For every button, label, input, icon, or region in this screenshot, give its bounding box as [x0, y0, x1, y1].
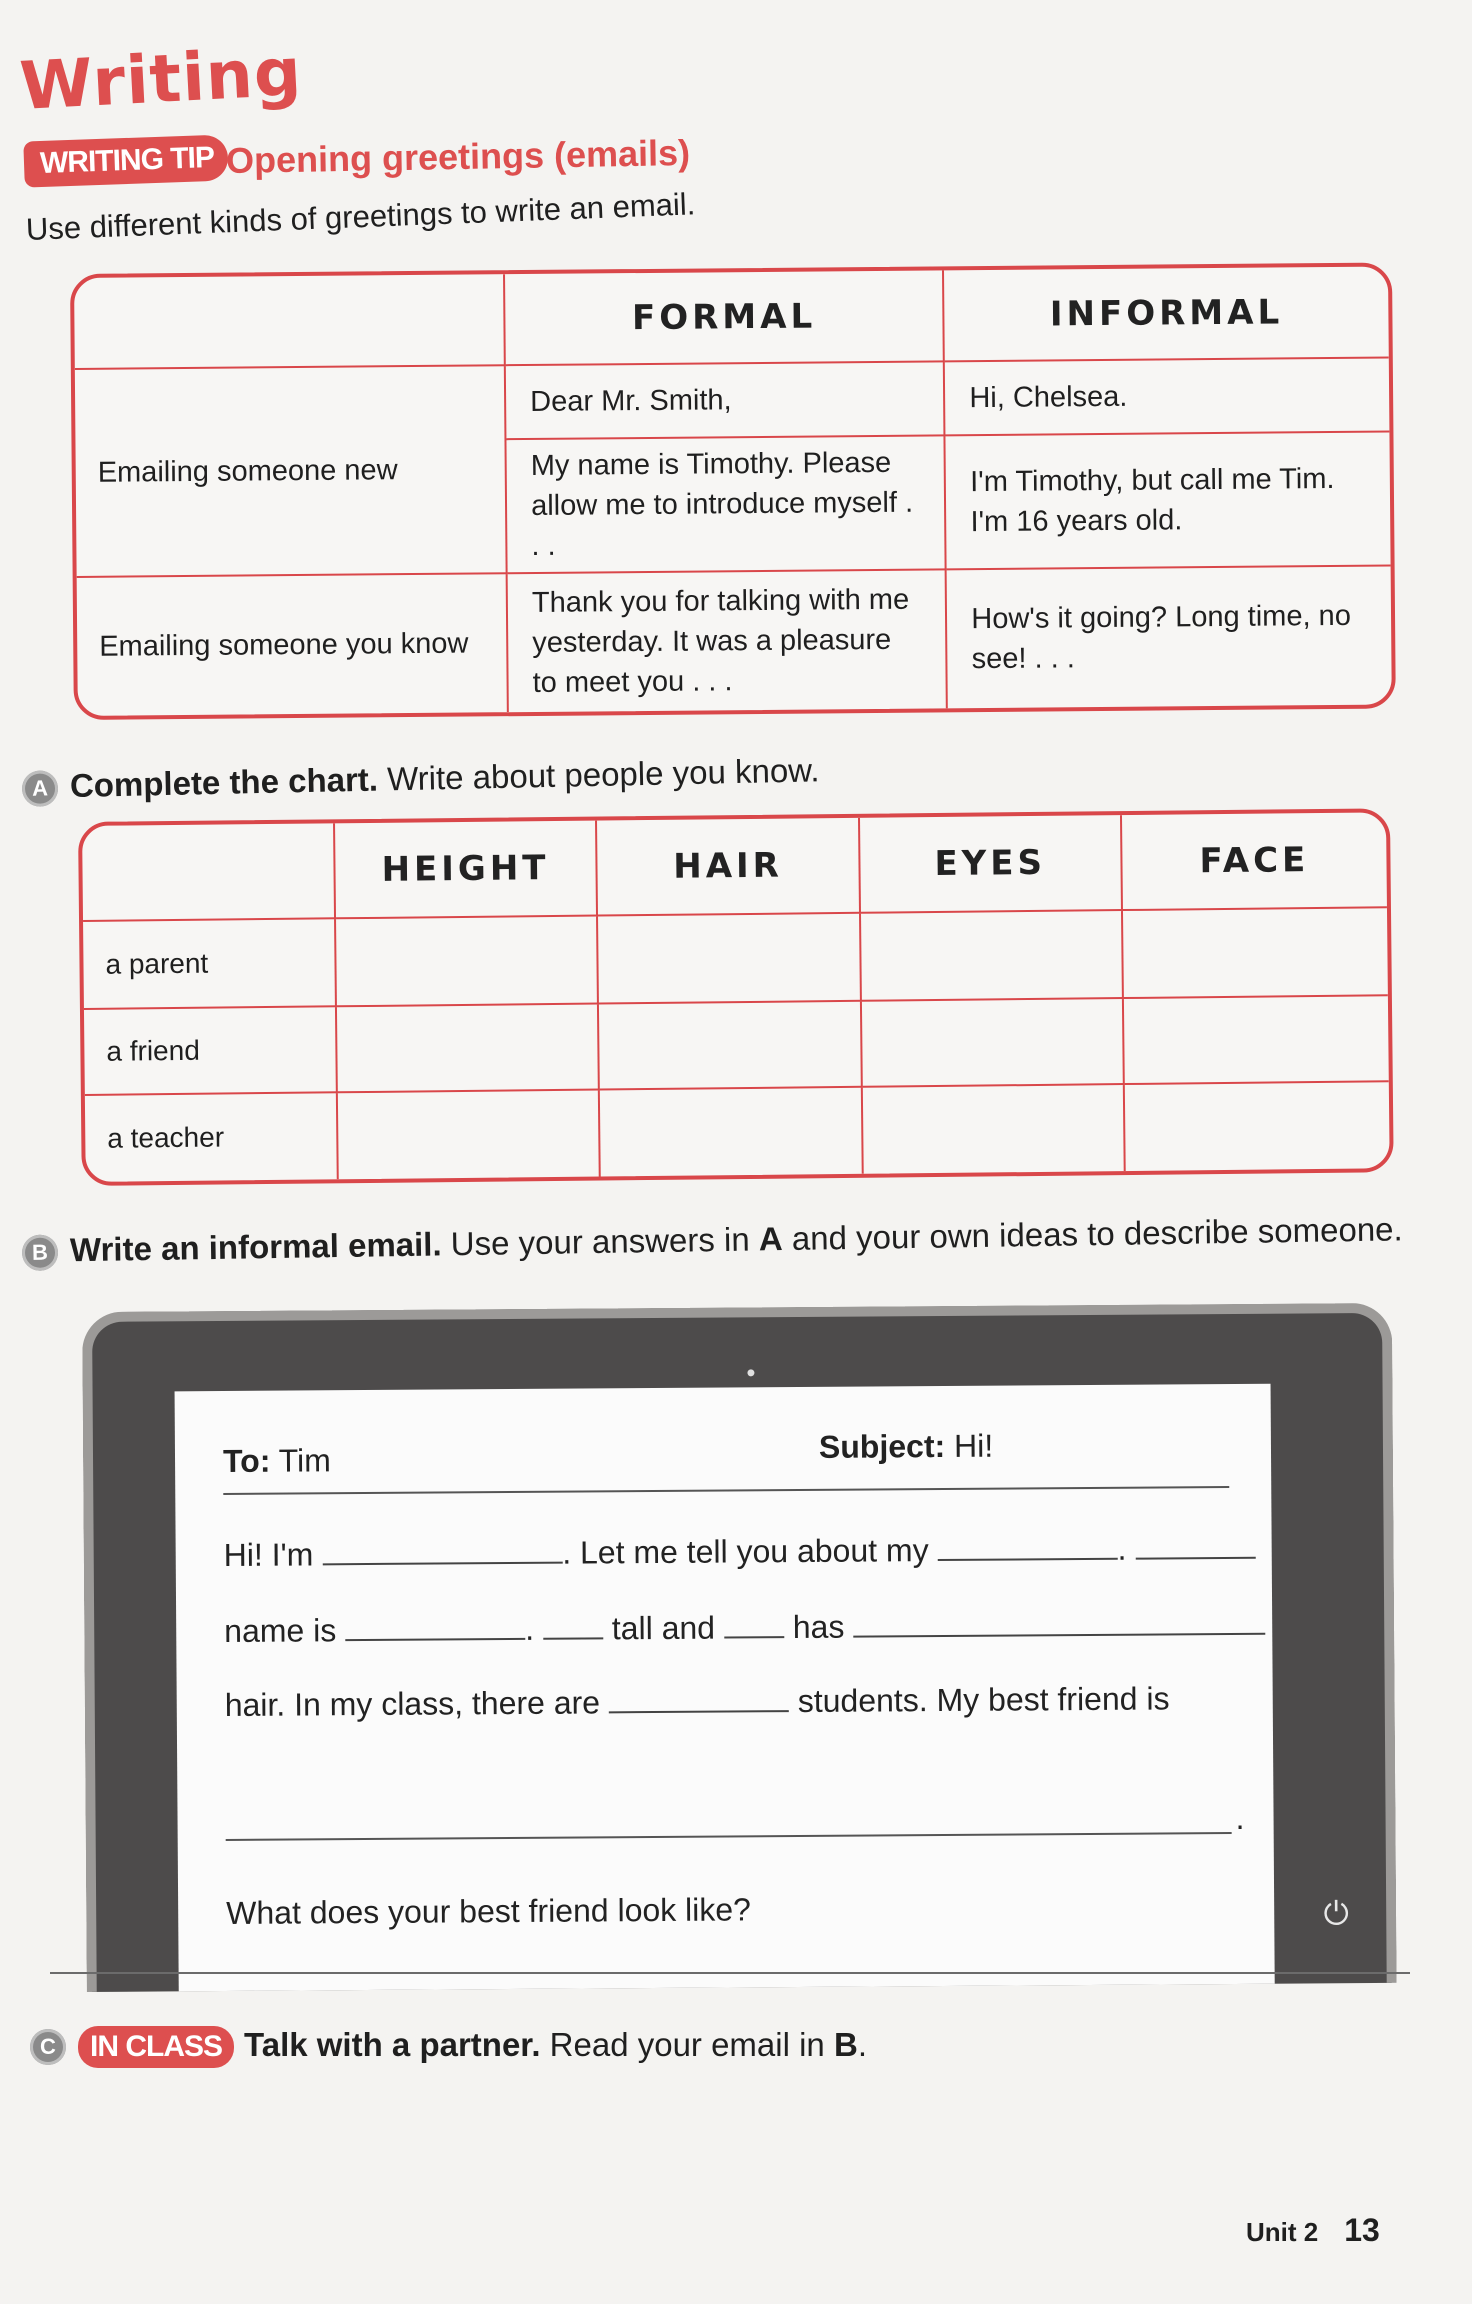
informal-cell: Hi, Chelsea.	[945, 358, 1389, 436]
page-number: 13	[1344, 2212, 1380, 2248]
section-b-text-1: Use your answers in	[441, 1220, 760, 1263]
chart-row-label: a friend	[84, 1007, 337, 1096]
subject-value: Hi!	[945, 1427, 994, 1464]
subject-label: Subject:	[818, 1427, 946, 1465]
section-b-marker: B	[22, 1235, 59, 1272]
blank-students[interactable]	[609, 1684, 789, 1713]
section-a-heading	[22, 751, 820, 807]
chart-header-height: HEIGHT	[335, 821, 599, 920]
line1-text-c: .	[1117, 1530, 1127, 1567]
blank-person-name[interactable]	[345, 1612, 525, 1641]
section-a-marker: A	[22, 771, 59, 808]
line3-text-a: hair. In my class, there are	[224, 1684, 610, 1724]
informal-cell: How's it going? Long time, no see! . . .	[971, 599, 1352, 676]
chart-input-cell[interactable]	[599, 914, 862, 1005]
blank-name[interactable]	[322, 1536, 562, 1566]
camera-icon	[747, 1369, 754, 1376]
chart-header-hair: HAIR	[597, 818, 860, 917]
section-b-heading	[22, 1210, 1403, 1271]
column-header-formal: FORMAL	[505, 270, 945, 366]
formal-cell: My name is Timothy. Please allow me to introduce myself . . .	[507, 436, 947, 574]
email-line-1	[224, 1530, 1256, 1574]
chart-input-cell[interactable]	[1124, 996, 1389, 1085]
section-b-ref-a: A	[758, 1220, 783, 1258]
greetings-table	[70, 262, 1396, 720]
email-question: What does your best friend look like?	[226, 1891, 752, 1932]
line2-text-a: name is	[224, 1612, 346, 1650]
header-divider	[223, 1486, 1229, 1495]
column-header-informal: INFORMAL	[944, 266, 1388, 362]
section-c-end: .	[857, 2026, 867, 2063]
chart-input-cell[interactable]	[337, 1091, 601, 1180]
chart-header-blank	[82, 823, 336, 922]
formal-cell: Thank you for talking with me yesterday. It was a pleasure to meet you . . .	[508, 570, 948, 712]
section-c-bold: Talk with a partner.	[244, 2026, 541, 2063]
column-header-blank	[74, 274, 506, 370]
chart-input-cell[interactable]	[1123, 908, 1388, 999]
writing-tip-title: Opening greetings (emails)	[225, 131, 691, 182]
section-title: Writing	[17, 33, 304, 125]
page-footer	[1246, 2212, 1380, 2249]
blank-height[interactable]	[543, 1611, 603, 1639]
line1-text-b: . Let me tell you about my	[562, 1532, 938, 1571]
description-chart	[78, 808, 1394, 1186]
row-label-someone-you-know: Emailing someone you know	[77, 574, 509, 716]
chart-header-eyes: EYES	[860, 815, 1123, 914]
line2-text-b: .	[525, 1610, 535, 1647]
section-c-marker: C	[30, 2029, 66, 2065]
blank-person[interactable]	[937, 1532, 1117, 1561]
tablet-baseline	[50, 1972, 1410, 1974]
to-value: Tim	[270, 1442, 331, 1479]
email-to	[223, 1442, 331, 1480]
chart-input-cell[interactable]	[337, 1005, 601, 1094]
email-line-2	[224, 1606, 1265, 1650]
section-c-heading	[30, 2026, 867, 2068]
line3-text-b: students. My best friend is	[788, 1680, 1170, 1720]
line2-text-d: has	[783, 1608, 854, 1646]
chart-row-label: a parent	[83, 919, 337, 1010]
formal-cell: Dear Mr. Smith,	[506, 362, 946, 440]
email-screen	[175, 1384, 1275, 1992]
chart-input-cell[interactable]	[1125, 1082, 1390, 1171]
intro-text: Use different kinds of greetings to write an email.	[25, 186, 696, 247]
section-c-text: Read your email in	[540, 2026, 834, 2063]
chart-row-label: a teacher	[85, 1093, 338, 1182]
chart-input-cell[interactable]	[600, 1088, 863, 1177]
to-label: To:	[222, 1442, 271, 1480]
tablet-frame	[82, 1303, 1397, 1992]
section-b-bold: Write an informal email.	[69, 1225, 442, 1269]
power-icon[interactable]: ⏻	[1323, 1895, 1350, 1932]
email-subject	[819, 1428, 993, 1466]
blank-best-friend[interactable]	[226, 1832, 1232, 1841]
section-a-text: Write about people you know.	[377, 751, 820, 798]
line1-text-a: Hi! I'm	[223, 1536, 323, 1574]
chart-input-cell[interactable]	[861, 911, 1124, 1002]
chart-input-cell[interactable]	[862, 1085, 1125, 1174]
section-a-bold: Complete the chart.	[69, 760, 379, 804]
chart-header-face: FACE	[1122, 812, 1387, 911]
email-line-3	[225, 1680, 1170, 1724]
unit-label: Unit 2	[1246, 2217, 1319, 2247]
blank-pronoun-2[interactable]	[724, 1610, 784, 1638]
line4-period: .	[1235, 1799, 1245, 1836]
row-label-someone-new: Emailing someone new	[75, 366, 508, 578]
blank-pronoun[interactable]	[1135, 1531, 1255, 1560]
section-b-text-2: and your own ideas to describe someone.	[782, 1210, 1403, 1258]
informal-cell: I'm Timothy, but call me Tim. I'm 16 years old.	[946, 432, 1391, 570]
blank-hair[interactable]	[853, 1607, 1265, 1638]
chart-input-cell[interactable]	[599, 1002, 862, 1091]
in-class-badge: IN CLASS	[78, 2026, 234, 2068]
writing-tip-badge: WRITING TIP	[23, 134, 228, 187]
chart-input-cell[interactable]	[336, 917, 600, 1008]
line2-text-c: tall and	[602, 1609, 725, 1647]
section-c-ref-b: B	[833, 2026, 858, 2063]
chart-input-cell[interactable]	[862, 999, 1125, 1088]
